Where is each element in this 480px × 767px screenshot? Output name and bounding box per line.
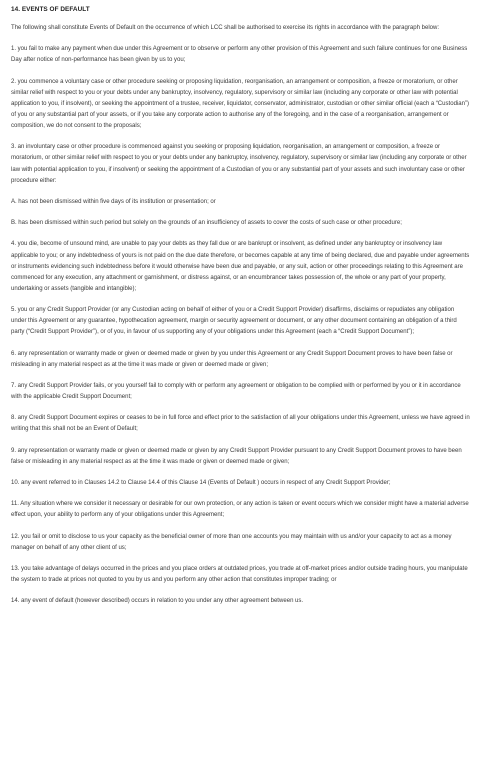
clause-3-a: A. has not been dismissed within five days of its institution or presentation; or: [11, 198, 216, 205]
section-body: [11, 23, 470, 608]
clause-4: 4. you die, become of unsound mind, are unable to pay your debts as they fall due or are bankrupt or insolvent, as defined under any bankruptcy or insolvency law applicable to you; or any indebtedness of yours is not paid on the due date therefore, or becomes capable at any time of being declared, due and payable under agreements or instruments evidencing such indebtedness before it would otherwise have been due and payable, or any suit, action or other proceedings relating to this Agreement are commenced for any execution, any attachment or garnishment, or distress against, or an encumbrancer takes possession of, the whole or any part of your property, undertaking or assets (tangible and intangible);: [11, 241, 470, 292]
intro-paragraph: The following shall constitute Events of Default on the occurrence of which LCC shall be authorised to exercise its rights in accordance with the paragraph below:: [11, 25, 440, 31]
clause-5: 5. you or any Credit Support Provider (or any Custodian acting on behalf of either of you or a Credit Support Provider) disaffirms, disclaims or repudiates any obligation under this Agreement or any guarantee, hypothecation agreement, margin or security agreement or document, or any other document containing an obligation of a third party (“Credit Support Provider”), or of you, in favour of us supporting any of your obligations under this Agreement (each a “Credit Support Document”);: [11, 307, 457, 336]
clause-14: 14. any event of default (however described) occurs in relation to you under any other agreement between us.: [11, 598, 304, 605]
clause-3-b: B. has been dismissed within such period but solely on the grounds of an insufficiency of assets to cover the costs of such case or other procedure;: [11, 220, 402, 227]
clause-1: 1. you fail to make any payment when due under this Agreement or to observe or perform any other provision of this Agreement and such failure continues for one Business Day after notice of non-performance has been given by us to you;: [11, 46, 468, 64]
clause-9: 9. any representation or warranty made or given or deemed made or given by any Credit Support Provider pursuant to any Credit Support Document proves to have been false or misleading in any material respect as at the time it was made or given or deemed made or given;: [11, 447, 462, 465]
clause-2: 2. you commence a voluntary case or other procedure seeking or proposing liquidation, reorganisation, an arrangement or composition, a freeze or moratorium, or other similar relief with respect to you or your debts under any bankruptcy, insolvency, regulatory, supervisory or similar law (including any corporate or other law with potential application to you, if insolvent), or seeking the appointment of a trustee, receiver, liquidator, conservator, administrator, custodian or other similar official (each a “Custodian”) of you or any substantial part of your assets, or if you take any corporate action to authorise any of the foregoing, and in the case of a reorganisation, arrangement or composition, we do not consent to the proposals;: [11, 78, 470, 130]
clause-11: 11. Any situation where we consider it necessary or desirable for our own protection, or any action is taken or event occurs which we consider might have a material adverse effect upon, your ability to perform any of your obligations under this Agreement;: [11, 501, 469, 519]
section-heading: 14. EVENTS OF DEFAULT: [11, 6, 90, 13]
clause-3: 3. an involuntary case or other procedure is commenced against you seeking or proposing liquidation, reorganisation, an arrangement or composition, a freeze or moratorium, or other similar relief with respect to you or your debts under any bankruptcy, insolvency, regulatory, supervisory or similar law (including any corporate or other law with potential application to you, if insolvent) or seeking the appointment of a Custodian of you or any substantial part of your assets and such involuntary case or other procedure either:: [11, 144, 467, 184]
clause-10: 10. any event referred to in Clauses 14.2 to Clause 14.4 of this Clause 14 (Events of Default ) occurs in respect of any Credit Support Provider;: [11, 480, 391, 487]
clause-12: 12. you fail or omit to disclose to us your capacity as the beneficial owner of more than one accounts you may maintain with us and/or your capacity to act as a money manager on behalf of any other client of us;: [11, 533, 452, 551]
clause-6: 6. any representation or warranty made or given or deemed made or given by you under this Agreement or any Credit Support Document proves to have been false or misleading in any material respect as at the time it was made or given or deemed made or given;: [11, 350, 453, 368]
clause-13: 13. you take advantage of delays occurred in the prices and you place orders at outdated prices, you trade at off-market prices and/or outside trading hours, you manipulate the system to trade at prices not quoted to you by us and you perform any other action that constitutes improper trading; or: [11, 566, 468, 584]
clause-8: 8. any Credit Support Document expires or ceases to be in full force and effect prior to the satisfaction of all your obligations under this Agreement, unless we have agreed in writing that this shall not be an Event of Default;: [11, 415, 470, 433]
clause-7: 7. any Credit Support Provider fails, or you yourself fail to comply with or perform any agreement or obligation to be complied with or performed by you or it in accordance with the applicable Credit Support Document;: [11, 382, 461, 401]
